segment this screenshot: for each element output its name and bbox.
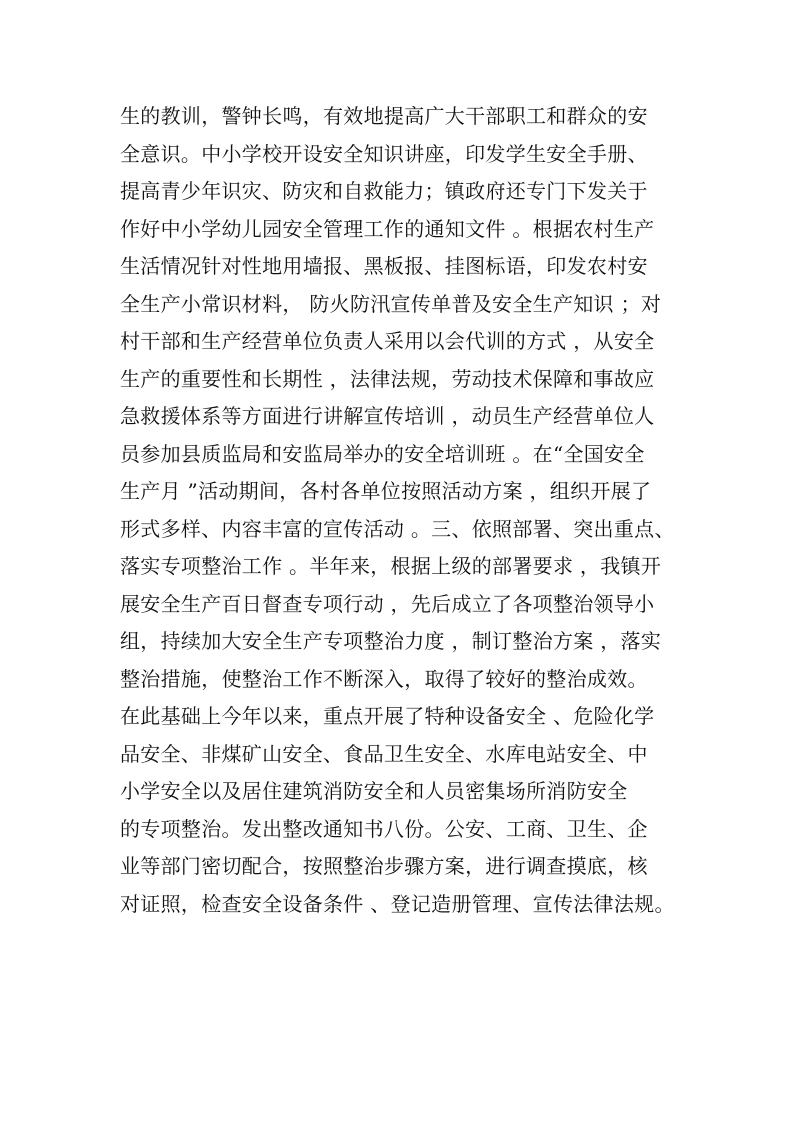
text-line: 生产月 ”活动期间，各村各单位按照活动方案 ，组织开展了 bbox=[120, 479, 652, 503]
text-line: 小学安全以及居住建筑消防安全和人员密集场所消防安全 bbox=[120, 779, 628, 803]
text-line: 生产的重要性和长期性 ，法律法规，劳动技术保障和事故应 bbox=[120, 366, 655, 391]
text-line: 品安全、非煤矿山安全、食品卫生安全、水库电站安全、中 bbox=[120, 741, 648, 766]
text-line: 提高青少年识灾、防灾和自救能力；镇政府还专门下发关于 bbox=[120, 179, 648, 203]
text-line: 生活情况针对性地用墙报、黑板报、挂图标语，印发农村安 bbox=[120, 254, 648, 278]
text-line: 生的教训，警钟长鸣，有效地提高广大干部职工和群众的安 bbox=[120, 104, 648, 128]
text-line: 的专项整治。发出整改通知书八份。公安、工商、卫生、企 bbox=[120, 816, 648, 841]
text-line: 急救援体系等方面进行讲解宣传培训 ，动员生产经营单位人 bbox=[120, 404, 655, 428]
text-line: 全生产小常识材料， 防火防汛宣传单普及安全生产知识 ；对 bbox=[120, 291, 662, 316]
text-line: 员参加县质监局和安监局举办的安全培训班 。在“全国安全 bbox=[120, 441, 645, 466]
text-line: 对证照，检查安全设备条件 、登记造册管理、宣传法律法规。 bbox=[120, 891, 675, 916]
text-line: 在此基础上今年以来，重点开展了特种设备安全 、危险化学 bbox=[120, 704, 655, 728]
text-line: 全意识。中小学校开设安全知识讲座，印发学生安全手册、 bbox=[120, 141, 648, 166]
body-text bbox=[120, 98, 690, 923]
text-line: 形式多样、内容丰富的宣传活动 。三、依照部署、突出重点、 bbox=[120, 516, 675, 541]
text-line: 展安全生产百日督查专项行动 ，先后成立了各项整治领导小 bbox=[120, 591, 655, 616]
text-line: 作好中小学幼儿园安全管理工作的通知文件 。根据农村生产 bbox=[120, 216, 655, 241]
text-line: 业等部门密切配合，按照整治步骤方案，进行调查摸底，核 bbox=[120, 854, 648, 878]
text-line: 整治措施，使整治工作不断深入，取得了较好的整治成效。 bbox=[120, 666, 648, 691]
text-line: 村干部和生产经营单位负责人采用以会代训的方式 ，从安全 bbox=[120, 329, 655, 353]
text-line: 组，持续加大安全生产专项整治力度 ，制订整治方案 ，落实 bbox=[120, 629, 662, 653]
text-line: 落实专项整治工作 。半年来，根据上级的部署要求 ，我镇开 bbox=[120, 554, 662, 578]
